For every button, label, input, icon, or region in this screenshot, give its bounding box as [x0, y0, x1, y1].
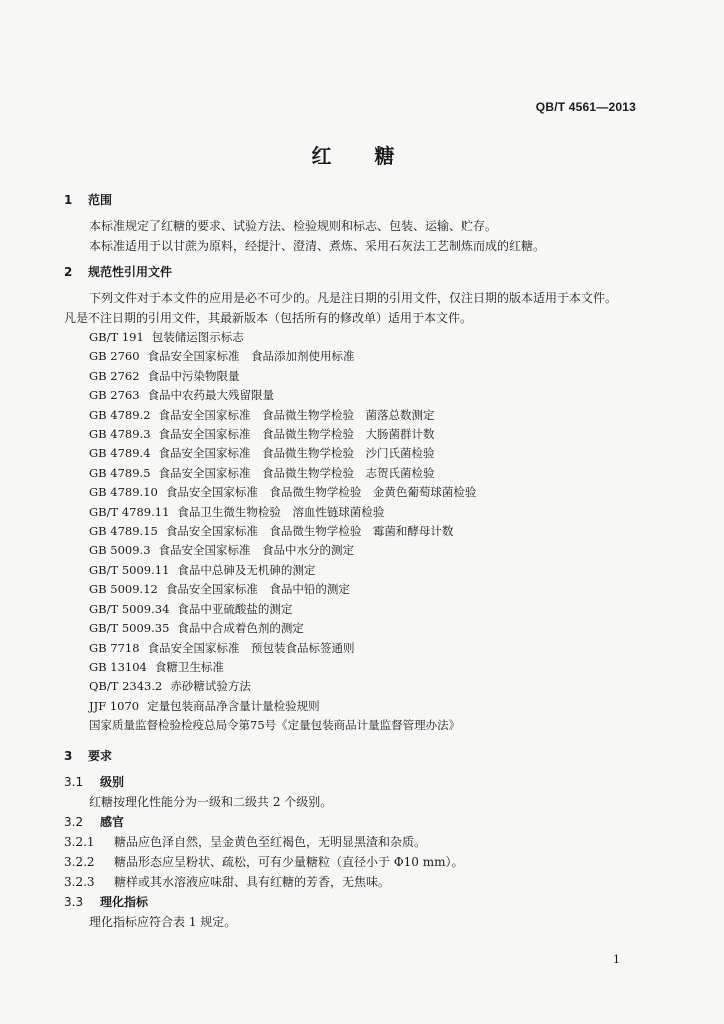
reference-item	[64, 658, 664, 677]
page-number: 1	[613, 953, 620, 966]
grade-text: 红糖按理化性能分为一级和二级共 2 个级别。	[89, 794, 333, 809]
section-scope-heading	[64, 190, 664, 210]
reference-item	[64, 522, 664, 541]
reference-code: GB 13104	[89, 659, 147, 674]
reference-item	[64, 677, 664, 696]
subsection-number: 3.1	[64, 774, 84, 789]
reference-title: 食品安全国家标准 食品微生物学检验 大肠菌群计数	[158, 427, 435, 442]
section-title: 范围	[88, 193, 113, 207]
reference-title: 食品安全国家标准 食品中铅的测定	[165, 582, 350, 597]
sensory-item	[64, 852, 664, 872]
subsection-sensory-heading	[64, 812, 664, 832]
reference-title: 食品安全国家标准 食品微生物学检验 沙门氏菌检验	[158, 446, 435, 461]
reference-item	[64, 600, 664, 619]
reference-item	[64, 697, 664, 716]
section-number: 3	[64, 748, 73, 763]
page-title: 红 糖	[311, 144, 413, 168]
standard-code: QB/T 4561—2013	[535, 100, 636, 114]
section-number: 1	[64, 193, 73, 207]
reference-title: 食品中总砷及无机砷的测定	[177, 562, 316, 577]
references-intro: 凡是不注日期的引用文件，其最新版本（包括所有的修改单）适用于本文件。	[64, 311, 473, 325]
subsection-title: 级别	[100, 774, 125, 789]
reference-code: GB 2763	[89, 388, 140, 403]
reference-code: GB 4789.5	[89, 465, 151, 480]
item-text: 糖品应色泽自然，呈金黄色至红褐色，无明显黑渣和杂质。	[114, 834, 427, 849]
reference-title: 食品中合成着色剂的测定	[177, 621, 304, 636]
reference-item	[64, 425, 664, 444]
scope-paragraph: 本标准规定了红糖的要求、试验方法、检验规则和标志、包装、运输、贮存。	[89, 219, 498, 233]
subsection-physchem-heading	[64, 892, 664, 912]
reference-code: GB 5009.3	[89, 543, 151, 558]
reference-code: QB/T 2343.2	[89, 679, 163, 694]
reference-item	[64, 541, 664, 560]
reference-title: 食品安全国家标准 食品微生物学检验 霉菌和酵母计数	[165, 524, 454, 539]
subsection-grade-heading	[64, 772, 664, 792]
section-title: 要求	[88, 748, 113, 763]
reference-title: 食品安全国家标准 食品微生物学检验 金黄色葡萄球菌检验	[165, 485, 477, 500]
reference-item	[64, 464, 664, 483]
reference-title: 食品卫生微生物检验 溶血性链球菌检验	[177, 504, 385, 519]
sensory-item	[64, 872, 664, 892]
item-number: 3.2.1	[64, 834, 95, 849]
reference-code: GB 2760	[89, 349, 140, 364]
reference-title: 国家质量监督检验检疫总局令第75号《定量包装商品计量监督管理办法》	[89, 718, 461, 733]
subsection-number: 3.3	[64, 894, 84, 909]
subsection-title: 理化指标	[100, 894, 149, 909]
reference-title: 食品安全国家标准 食品微生物学检验 菌落总数测定	[158, 407, 435, 422]
reference-item	[64, 580, 664, 599]
reference-code: GB 4789.15	[89, 524, 158, 539]
sensory-item	[64, 832, 664, 852]
reference-item	[64, 444, 664, 463]
physchem-text: 理化指标应符合表 1 规定。	[89, 914, 237, 929]
scope-paragraph: 本标准适用于以甘蔗为原料，经提汁、澄清、煮炼、采用石灰法工艺制炼而成的红糖。	[89, 239, 546, 253]
reference-item	[64, 503, 664, 522]
reference-code: GB/T 5009.35	[89, 621, 170, 636]
reference-item	[64, 561, 664, 580]
section-number: 2	[64, 265, 73, 279]
reference-title: 食品中污染物限量	[147, 368, 240, 383]
reference-item	[64, 347, 664, 366]
reference-code: GB/T 4789.11	[89, 504, 170, 519]
reference-title: 食品中农药最大残留限量	[147, 388, 275, 403]
reference-code: GB 5009.12	[89, 582, 158, 597]
reference-item	[64, 367, 664, 386]
item-text: 糖样或其水溶液应味甜、具有红糖的芳香，无焦味。	[114, 874, 391, 889]
reference-code: GB/T 5009.34	[89, 601, 170, 616]
reference-code: GB 4789.4	[89, 446, 151, 461]
reference-item	[64, 619, 664, 638]
item-number: 3.2.2	[64, 854, 95, 869]
section-requirements-heading	[64, 746, 664, 766]
reference-code: GB 7718	[89, 640, 140, 655]
reference-item	[64, 639, 664, 658]
references-intro: 下列文件对于本文件的应用是必不可少的。凡是注日期的引用文件，仅注日期的版本适用于本文件。	[89, 291, 618, 305]
reference-code: GB 4789.3	[89, 427, 151, 442]
reference-title: 食糖卫生标准	[154, 659, 224, 674]
reference-code: GB/T 191	[89, 330, 144, 344]
reference-item	[64, 483, 664, 502]
reference-title: 食品安全国家标准 预包装食品标签通则	[147, 640, 355, 655]
section-references-heading	[64, 262, 664, 282]
section-title: 规范性引用文件	[88, 265, 173, 279]
reference-title: 食品安全国家标准 食品中水分的测定	[158, 543, 355, 558]
reference-title: 食品安全国家标准 食品添加剂使用标准	[147, 349, 355, 364]
reference-title: 赤砂糖试验方法	[170, 679, 251, 694]
reference-item	[64, 386, 664, 405]
reference-list	[64, 328, 664, 736]
reference-title: 包装储运图示标志	[151, 330, 244, 344]
reference-title: 定量包装商品净含量计量检验规则	[147, 698, 320, 713]
reference-title: 食品中亚硫酸盐的测定	[177, 601, 293, 616]
reference-item	[64, 406, 664, 425]
subsection-number: 3.2	[64, 814, 84, 829]
reference-item	[64, 716, 664, 735]
reference-code: GB 2762	[89, 368, 140, 383]
reference-item	[64, 328, 664, 347]
reference-code: GB/T 5009.11	[89, 562, 170, 577]
reference-code: GB 4789.10	[89, 485, 158, 500]
reference-code: JJF 1070	[89, 698, 140, 713]
reference-title: 食品安全国家标准 食品微生物学检验 志贺氏菌检验	[158, 465, 435, 480]
subsection-title: 感官	[100, 814, 125, 829]
reference-code: GB 4789.2	[89, 407, 151, 422]
item-number: 3.2.3	[64, 874, 95, 889]
document-body	[64, 190, 664, 932]
item-text: 糖品形态应呈粉状、疏松，可有少量糖粒（直径小于 Φ10 mm）。	[114, 854, 464, 869]
